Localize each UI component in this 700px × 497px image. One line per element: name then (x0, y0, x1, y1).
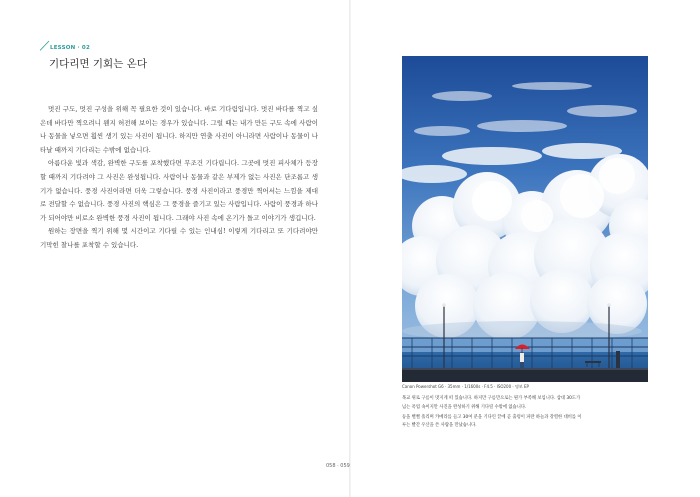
photo-exif-info: Canon Powershot G6 · 35mm · 1/1600s · F4.5 · ISO200 · 명보 EP (402, 384, 529, 389)
body-text (40, 103, 318, 253)
page-gutter (349, 0, 351, 497)
page-numbers: 058 · 059 (326, 463, 350, 469)
body-paragraph: 원하는 장면을 찍기 위해 몇 시간이고 기다릴 수 있는 인내심! 이렇게 기다리고 또 기다려야만 기막힌 찰나를 포착할 수 있습니다. (40, 227, 318, 249)
lesson-label: LESSON · 02 (50, 45, 90, 51)
chapter-title: 기다리면 기회는 온다 (49, 58, 147, 70)
cloud-sky-photo (402, 56, 648, 382)
caption-paragraph: 목교 위로 구름이 멋지게 떠 있습니다. 하지만 구름만으로는 뭔가 부족해 보입니다. 삼대 30도가 넘는 폭염 속이지만 사진을 완성하기 위해 기다릴 수밖에 없습니다. (402, 396, 581, 410)
caption-paragraph: 등을 뻘뻘 흘리며 카메라를 들고 30여 분을 기다린 끝에 곧 출렁이 파란 하늘과 강렬한 대비를 이루는 빨간 우산을 쓴 사람을 만났습니다. (402, 414, 582, 429)
body-paragraph: 아름다운 빛과 색감, 완벽한 구도를 포착했다면 무조건 기다립니다. 그곳에 멋진 피사체가 등장할 때까지 기다려야 그 사진은 완성됩니다. 사람이나 동물과 같은 부제가 없는 사진은 단조롭고 생기가 없습니다. 풍경 사진이라면 더욱 그렇습니다. 풍경 사진이라고 풍경만 찍어서는 느낌을 제대로 전달할 수 없습니다. 풍경 사진의 핵심은 그 풍경을 즐기고 있는 사람입니다. 사람이 풍경과 하나가 되어야만 비로소 완벽한 풍경 사진이 됩니다. 그래야 사진 속에 온기가 돌고 이야기가 생깁니다. (40, 159, 318, 222)
right-railing-post (616, 351, 620, 368)
photo-caption (402, 395, 582, 431)
body-paragraph: 멋진 구도, 멋진 구성을 위해 꼭 필요한 것이 있습니다. 바로 기다림입니다. 멋진 바다를 찍고 싶은데 바다만 찍으려니 웬지 허전해 보이는 경우가 있습니다. 그럴 때는 내가 만든 구도 속에 사람이나 동물을 넣으면 훨씬 생기 있는 사진이 됩니다. 하지만 연출 사진이 아니라면 사람이나 동물이 나타날 때까지 기다리는 수밖에 없습니다. (40, 105, 318, 154)
